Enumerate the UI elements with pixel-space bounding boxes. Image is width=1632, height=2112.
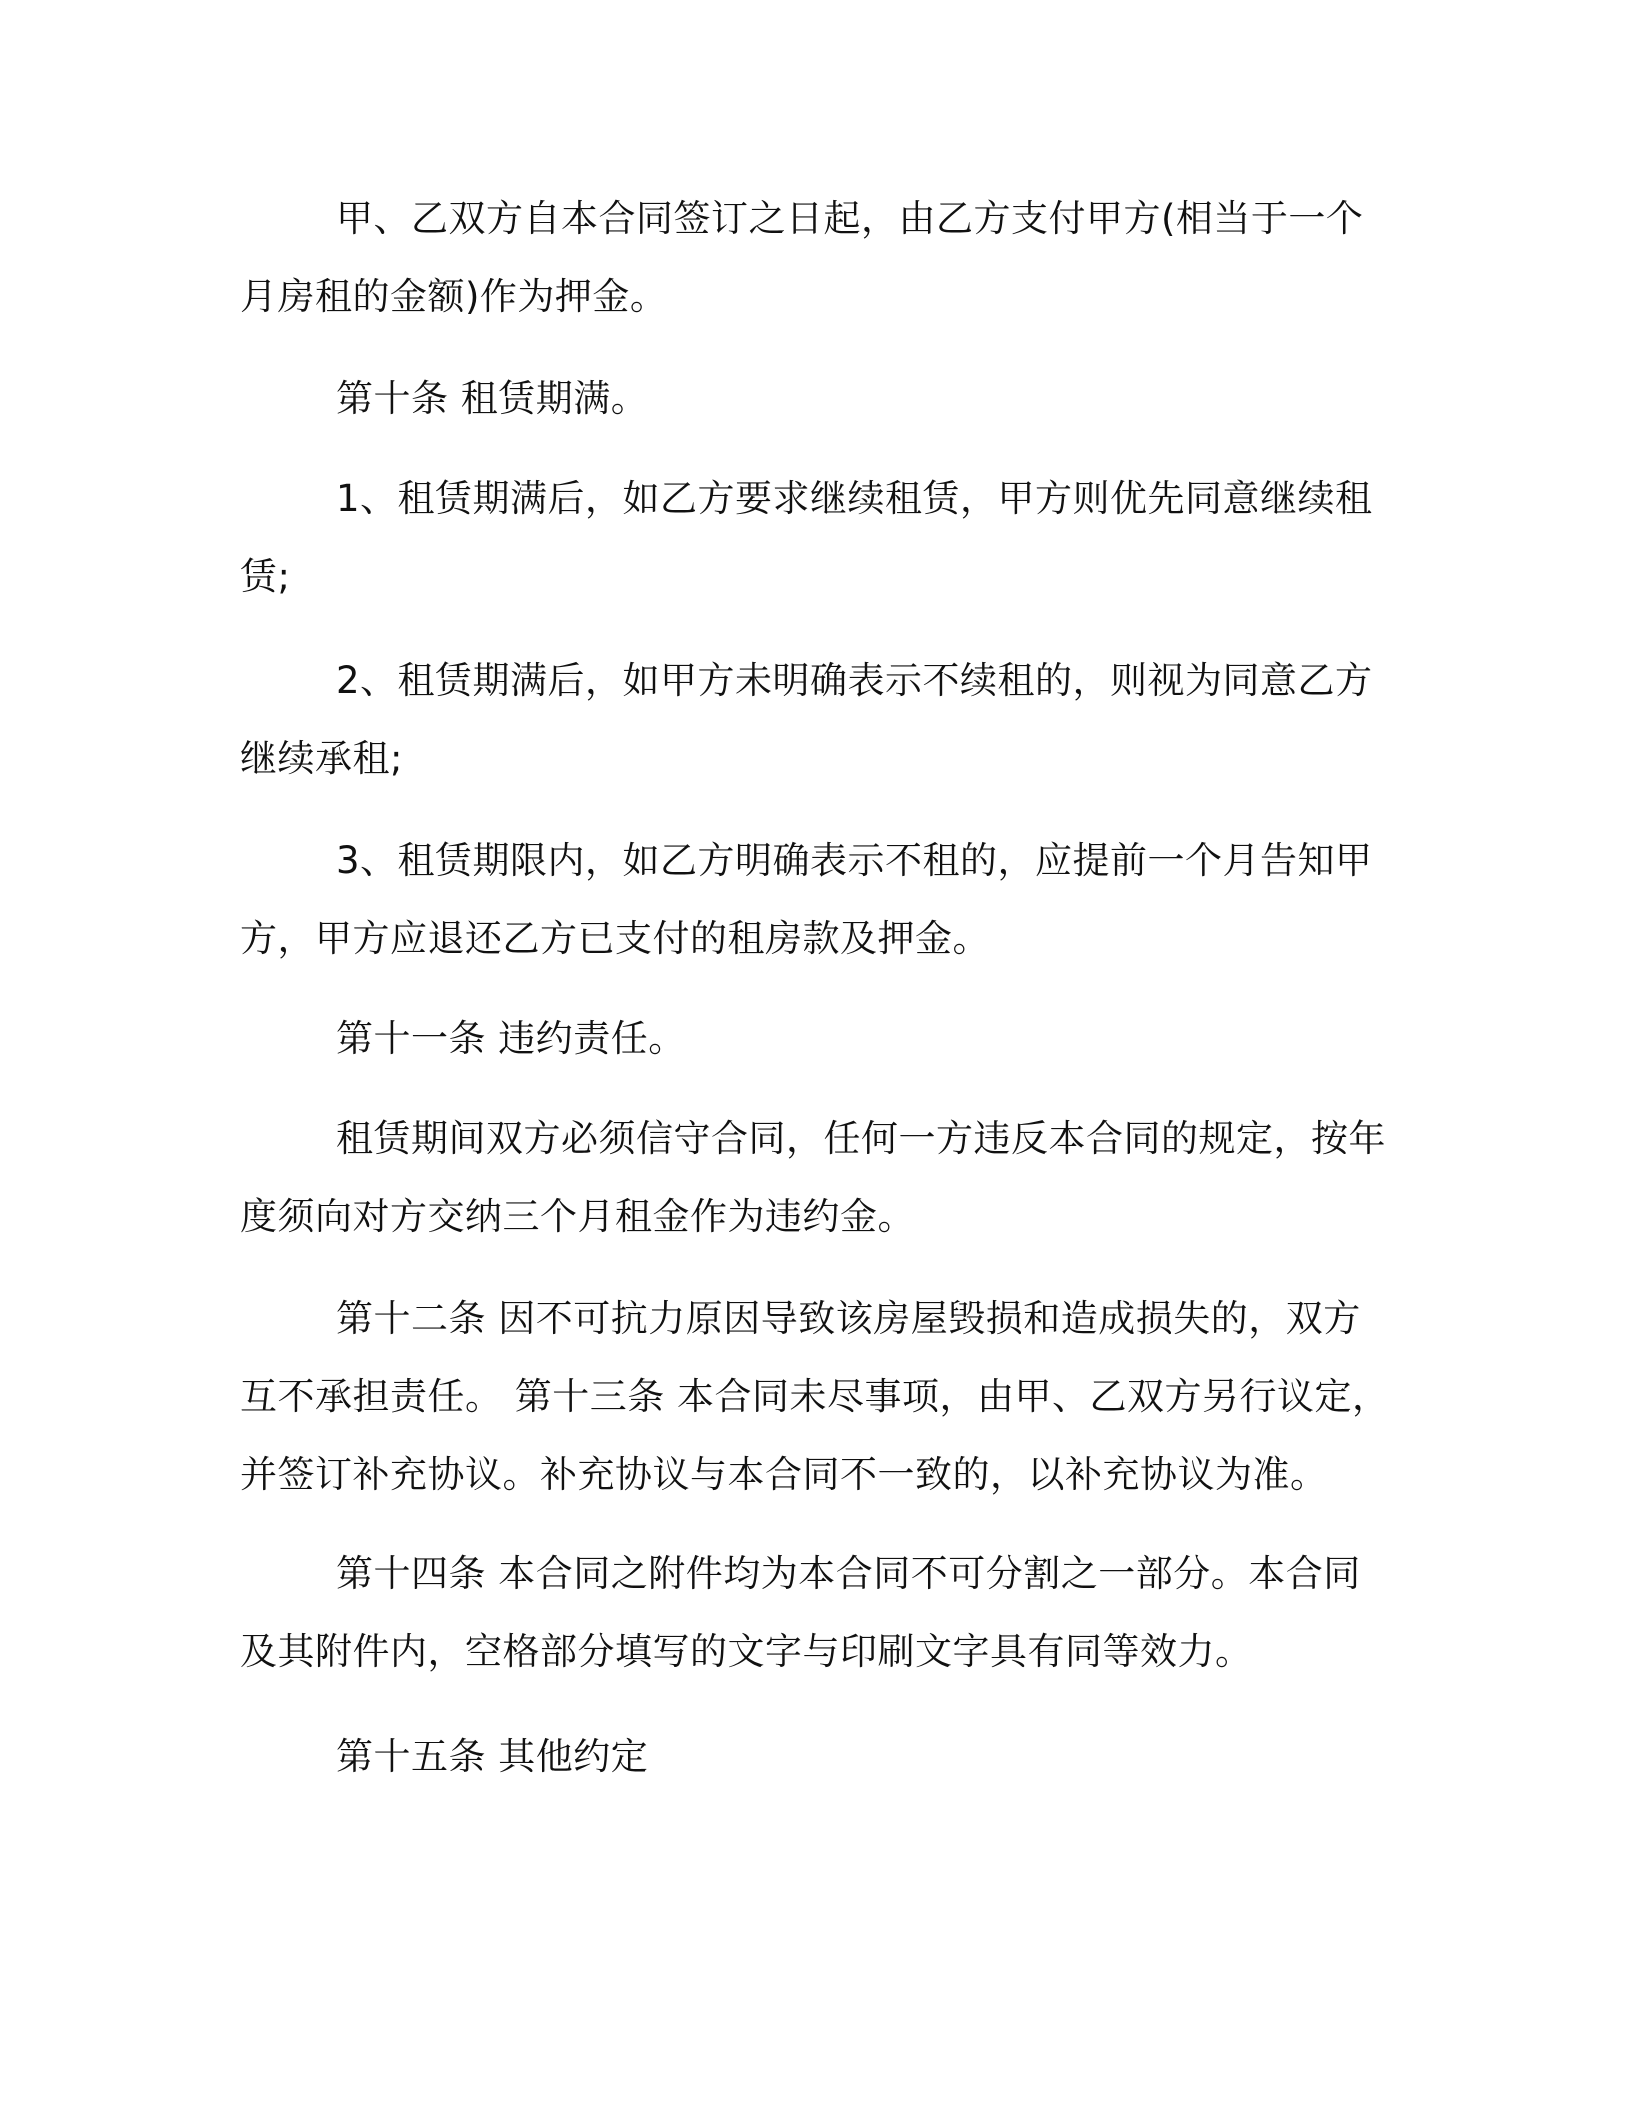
paragraph-article-12-13: 第十二条 因不可抗力原因导致该房屋毁损和造成损失的，双方互不承担责任。 第十三条 本合同未尽事项，由甲、乙双方另行议定，并签订补充协议。补充协议与本合同不一致的，以补充协议为准。: [240, 1297, 1390, 1496]
paragraph-deposit: 甲、乙双方自本合同签订之日起，由乙方支付甲方(相当于一个月房租的金额)作为押金。: [240, 197, 1364, 318]
heading-article-11: 第十一条 违约责任。: [336, 1017, 686, 1060]
paragraph-article-14: 第十四条 本合同之附件均为本合同不可分割之一部分。本合同及其附件内，空格部分填写的文字与印刷文字具有同等效力。: [240, 1552, 1361, 1673]
paragraph-article-11-body: 租赁期间双方必须信守合同，任何一方违反本合同的规定，按年度须向对方交纳三个月租金作为违约金。: [240, 1117, 1386, 1238]
heading-article-10: 第十条 租赁期满。: [336, 377, 649, 420]
heading-article-15: 第十五条 其他约定: [336, 1735, 649, 1778]
paragraph-article-10-item-2: 2、租赁期满后，如甲方未明确表示不续租的，则视为同意乙方继续承租;: [240, 659, 1373, 780]
paragraph-article-10-item-3: 3、租赁期限内，如乙方明确表示不租的，应提前一个月告知甲方，甲方应退还乙方已支付的租房款及押金。: [240, 839, 1373, 960]
paragraph-article-10-item-1: 1、租赁期满后，如乙方要求继续租赁，甲方则优先同意继续租赁;: [240, 477, 1373, 598]
